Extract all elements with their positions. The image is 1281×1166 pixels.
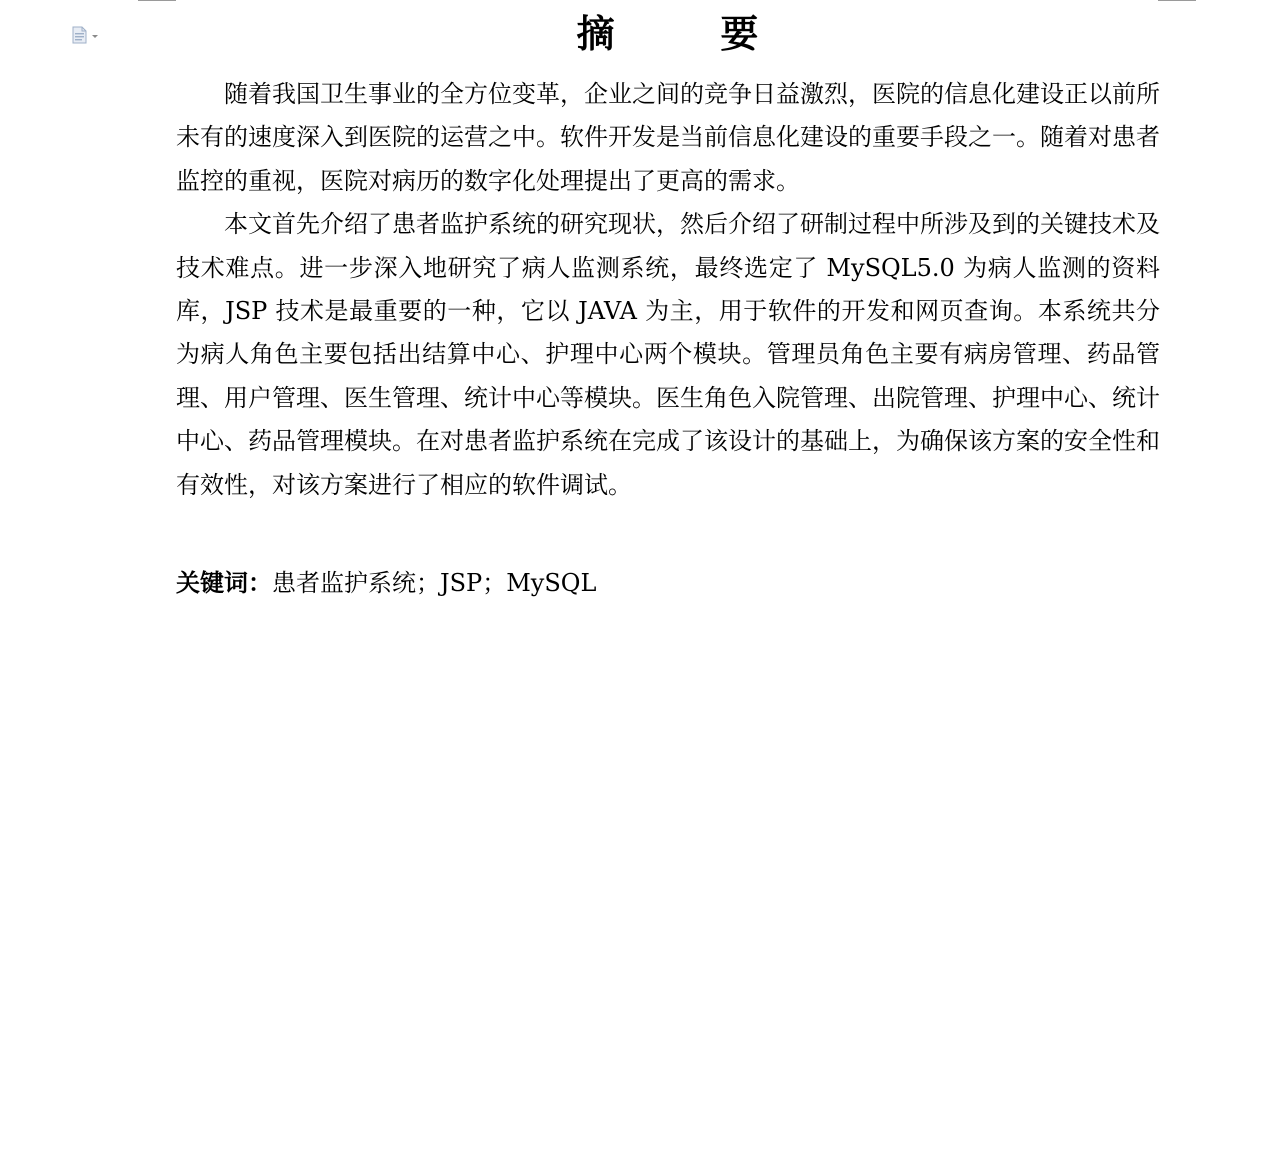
keywords-label: 关键词： [176, 569, 272, 597]
page-corner-mark-left [138, 0, 176, 1]
abstract-body [176, 73, 1160, 507]
page-title: 摘 要 [576, 12, 759, 56]
keywords-line [176, 562, 596, 605]
keywords-value: 患者监护系统；JSP；MySQL [272, 569, 597, 597]
abstract-paragraph-1: 随着我国卫生事业的全方位变革，企业之间的竞争日益激烈，医院的信息化建设正以前所未有的速度深入到医院的运营之中。软件开发是当前信息化建设的重要手段之一。随着对患者监控的重视，医院对病历的数字化处理提出了更高的需求。 [176, 80, 1160, 195]
abstract-paragraph-2: 本文首先介绍了患者监护系统的研究现状，然后介绍了研制过程中所涉及到的关键技术及技术难点。进一步深入地研究了病人监测系统，最终选定了 MySQL5.0 为病人监测的资料库，JSP 技术是最重要的一种，它以 JAVA 为主，用于软件的开发和网页查询。本系统共分为病人角色主要包括出结算中心、护理中心两个模块。管理员角色主要有病房管理、药品管理、用户管理、医生管理、统计中心等模块。医生角色入院管理、出院管理、护理中心、统计中心、药品管理模块。在对患者监护系统在完成了该设计的基础上，为确保该方案的安全性和有效性，对该方案进行了相应的软件调试。 [176, 210, 1160, 499]
page-corner-mark-right [1158, 0, 1196, 1]
